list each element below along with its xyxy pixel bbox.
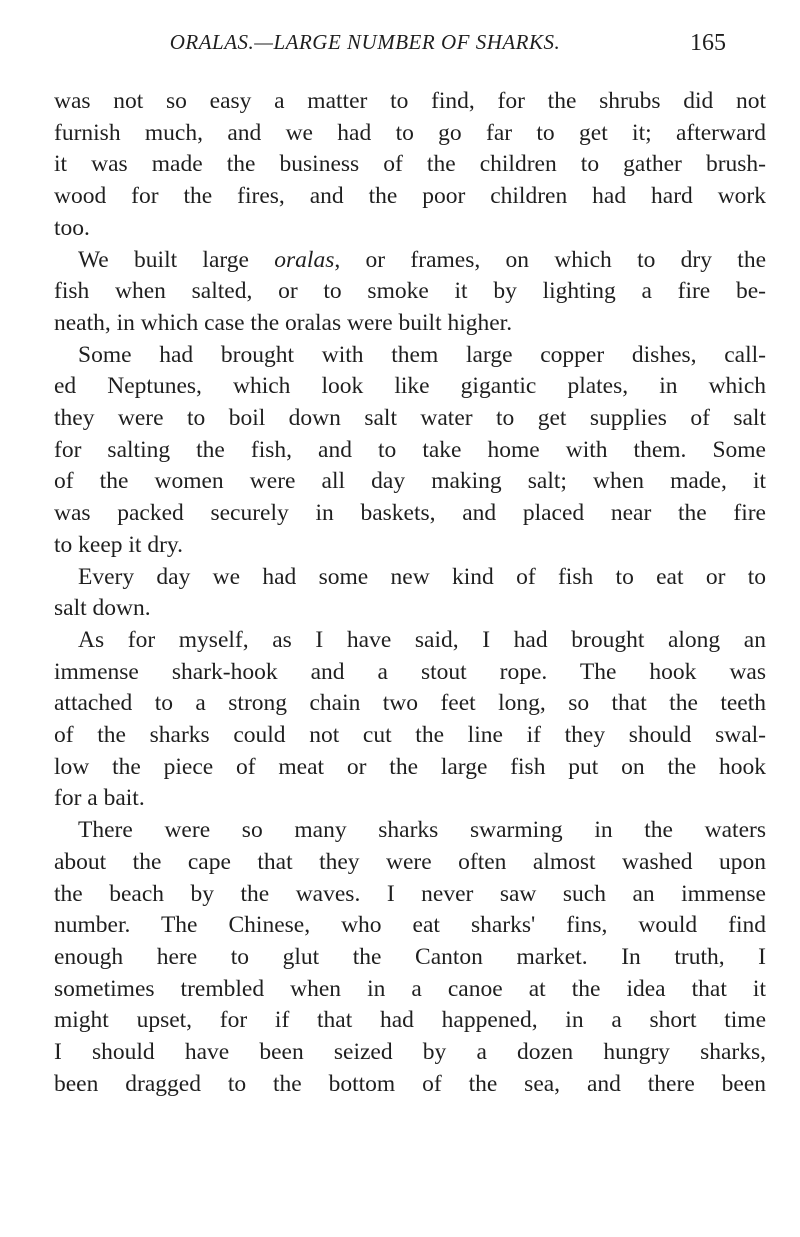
text-line: attached to a strong chain two feet long, so that the teeth bbox=[54, 690, 766, 717]
text-line: sometimes trembled when in a canoe at the idea that it bbox=[54, 975, 766, 1002]
text-line: fish when salted, or to smoke it by lighting a fire be- bbox=[54, 278, 766, 305]
text-line: salt down. bbox=[54, 595, 151, 622]
text-line: I should have been seized by a dozen hungry sharks, bbox=[54, 1039, 766, 1066]
text-line: been dragged to the bottom of the sea, and there been bbox=[54, 1070, 766, 1097]
text-line: for salting the fish, and to take home with them. Some bbox=[54, 436, 766, 463]
text-line: was not so easy a matter to find, for the shrubs did not bbox=[54, 88, 766, 114]
text-line: too. bbox=[54, 214, 90, 241]
text-line: low the piece of meat or the large fish put on the hook bbox=[54, 753, 766, 780]
text-line: it was made the business of the children to gather brush- bbox=[54, 151, 766, 178]
running-head: ORALAS.—LARGE NUMBER OF SHARKS. bbox=[169, 30, 561, 54]
text-line: As for myself, as I have said, I had brought along an bbox=[78, 626, 766, 653]
text-line: they were to boil down salt water to get supplies of salt bbox=[54, 405, 766, 432]
text-line: enough here to glut the Canton market. In truth, I bbox=[54, 943, 766, 970]
text-line: neath, in which case the oralas were built higher. bbox=[54, 309, 513, 336]
text-line: number. The Chinese, who eat sharks' fins, would find bbox=[54, 912, 766, 939]
text-line: Every day we had some new kind of fish to eat or to bbox=[78, 563, 766, 590]
text-line: of the women were all day making salt; when made, it bbox=[54, 468, 766, 495]
text-line bbox=[54, 245, 766, 277]
text-line: the beach by the waves. I never saw such an immense bbox=[54, 880, 766, 907]
text-line: of the sharks could not cut the line if they should swal- bbox=[54, 722, 766, 749]
text-line: immense shark-hook and a stout rope. The hook was bbox=[54, 658, 766, 685]
text-line: Some had brought with them large copper dishes, call- bbox=[78, 341, 766, 368]
text-line: might upset, for if that had happened, in a short time bbox=[54, 1007, 766, 1034]
italic-term: oralas bbox=[274, 246, 335, 273]
text-line: ed Neptunes, which look like gigantic plates, in which bbox=[54, 373, 766, 400]
text-line: for a bait. bbox=[54, 785, 145, 812]
text-line: wood for the fires, and the poor children had hard work bbox=[54, 183, 766, 210]
text-line: furnish much, and we had to go far to get it; afterward bbox=[54, 119, 766, 146]
text-line-segment: , or frames, on which to dry the bbox=[334, 246, 766, 273]
text-line-segment: We built large bbox=[78, 246, 275, 273]
text-line: about the cape that they were often almost washed upon bbox=[54, 848, 766, 875]
text-line: was packed securely in baskets, and placed near the fire bbox=[54, 500, 766, 527]
text-line: There were so many sharks swarming in the waters bbox=[78, 817, 766, 844]
body-text bbox=[54, 86, 766, 1101]
page-number: 165 bbox=[690, 30, 726, 56]
text-line: to keep it dry. bbox=[54, 531, 183, 558]
